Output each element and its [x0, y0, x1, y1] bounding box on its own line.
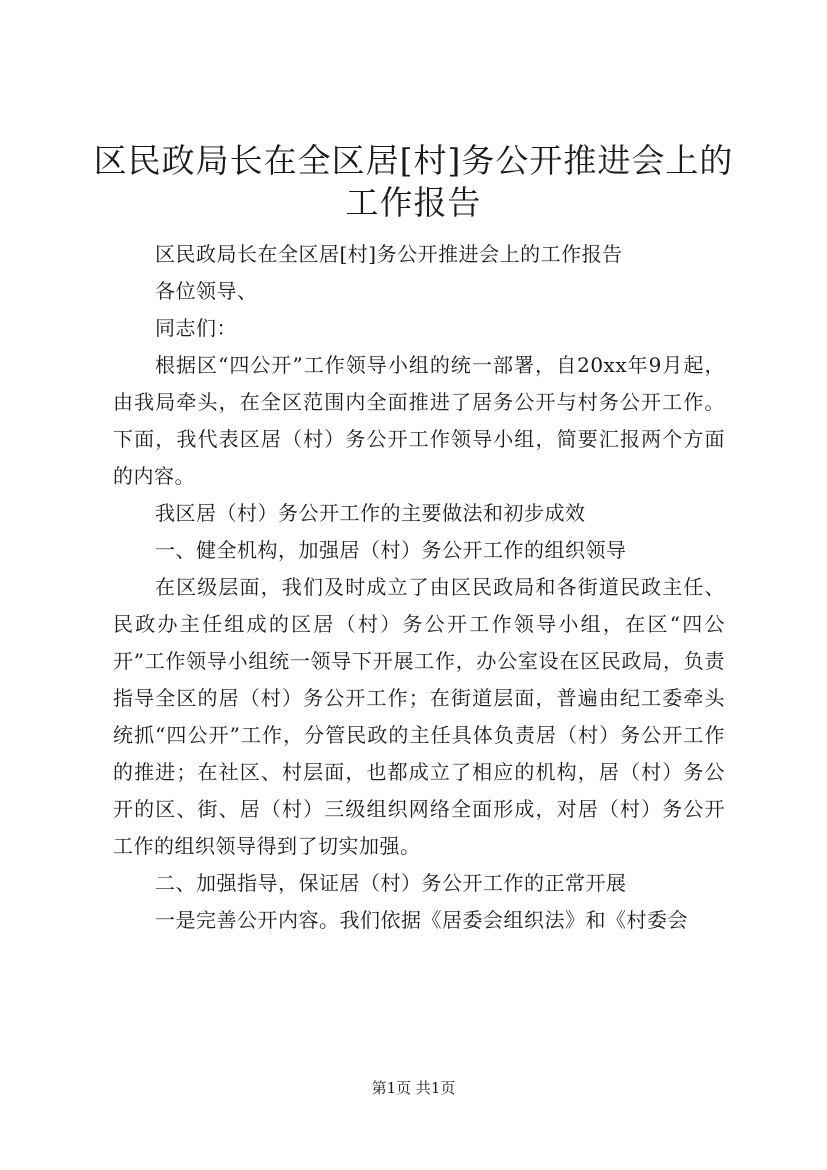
document-body	[113, 236, 725, 939]
intro-paragraph: 根据区“四公开”工作领导小组的统一部署，自20xx年9月起，由我局牵头，在全区范围内全面推进了居务公开与村务公开工作。下面，我代表区居（村）务公开工作领导小组，简要汇报两个方面的内容。	[113, 353, 725, 488]
salutation-comrades: 同志们：	[155, 316, 237, 340]
subheading-2: 二、加强指导，保证居（村）务公开工作的正常开展	[155, 871, 627, 895]
document-title: 区民政局长在全区居[村]务公开推进会上的工作报告	[93, 141, 734, 222]
body-paragraph-1: 在区级层面，我们及时成立了由区民政局和各街道民政主任、民政办主任组成的区居（村）务公开工作领导小组，在区“四公开”工作领导小组统一领导下开展工作，办公室设在区民政局，负责指导全区的居（村）务公开工作；在街道层面，普遍由纪工委牵头统抓“四公开”工作，分管民政的主任具体负责居（村）务公开工作的推进；在社区、村层面，也都成立了相应的机构，居（村）务公开的区、街、居（村）三级组织网络全面形成，对居（村）务公开工作的组织领导得到了切实加强。	[113, 575, 725, 858]
salutation-leaders: 各位领导、	[155, 279, 258, 303]
page-footer: 第1页 共1页	[371, 1079, 456, 1097]
subheading-1: 一、健全机构，加强居（村）务公开工作的组织领导	[155, 538, 627, 562]
section-heading: 我区居（村）务公开工作的主要做法和初步成效	[155, 501, 586, 525]
body-paragraph-2: 一是完善公开内容。我们依据《居委会组织法》和《村委会	[155, 908, 688, 932]
subtitle-paragraph: 区民政局长在全区居[村]务公开推进会上的工作报告	[155, 242, 623, 266]
